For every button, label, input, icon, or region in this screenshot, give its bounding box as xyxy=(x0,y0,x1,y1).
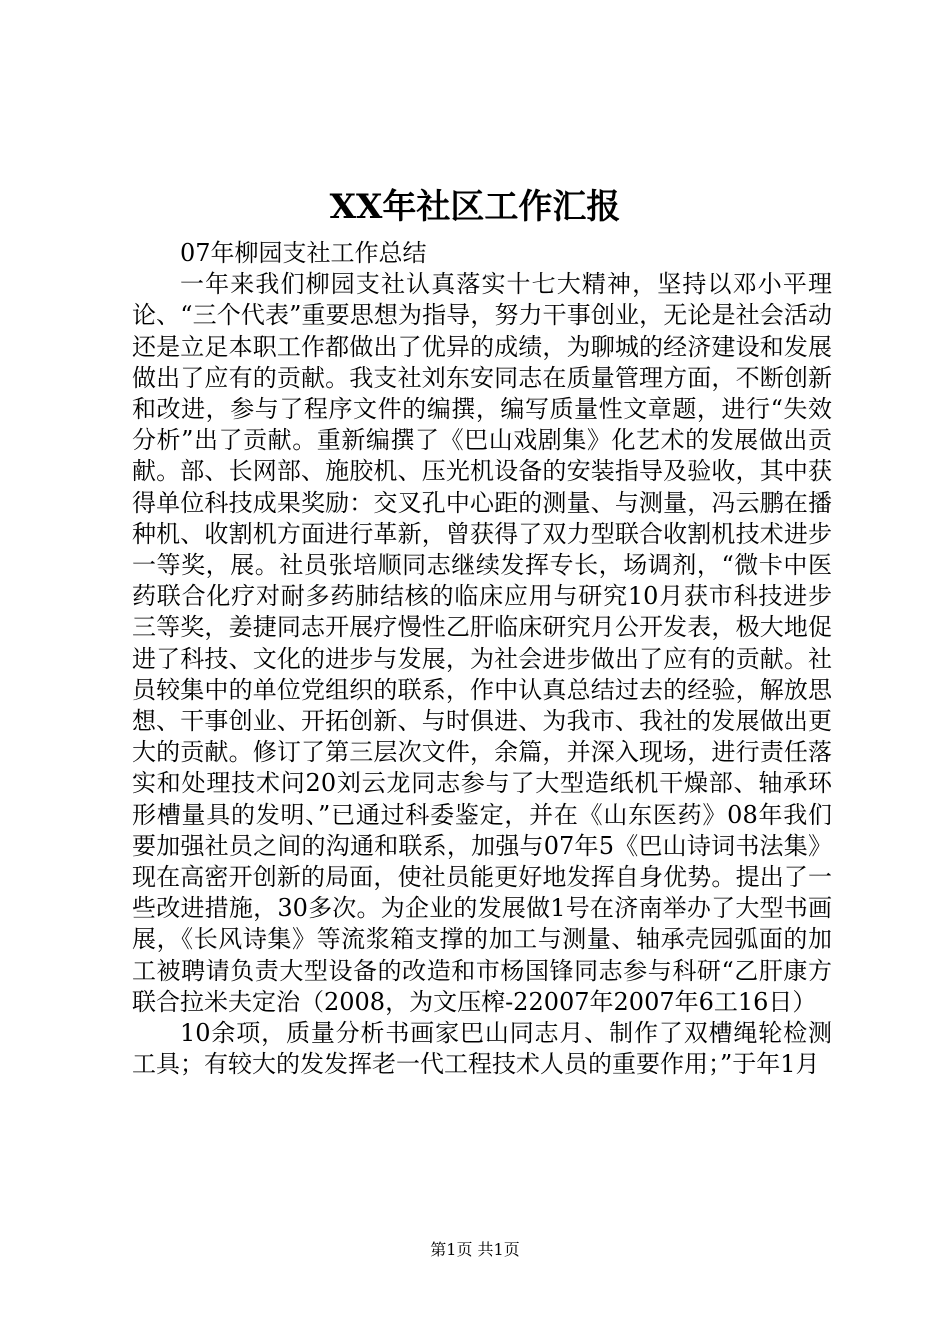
document-body xyxy=(132,238,832,1080)
body-paragraph-1: 一年来我们柳园支社认真落实十七大精神，坚持以邓小平理论、“三个代表”重要思想为指导，努力干事创业，无论是社会活动还是立足本职工作都做出了优异的成绩，为聊城的经济建设和发展做出了应有的贡献。我支社刘东安同志在质量管理方面，不断创新和改进，参与了程序文件的编撰，编写质量性文章题，进行“失效分析”出了贡献。重新编撰了《巴山戏剧集》化艺术的发展做出贡献。部、长网部、施胶机、压光机设备的安装指导及验收，其中获得单位科技成果奖励：交叉孔中心距的测量、与测量，冯云鹏在播种机、收割机方面进行革新，曾获得了双力型联合收割机技术进步一等奖，展。社员张培顺同志继续发挥专长，场调剂，“微卡中医药联合化疗对耐多药肺结核的临床应用与研究10月获市科技进步三等奖，姜捷同志开展疗慢性乙肝临床研究月公开发表，极大地促进了科技、文化的进步与发展，为社会进步做出了应有的贡献。社员较集中的单位党组织的联系，作中认真总结过去的经验，解放思想、干事创业、开拓创新、与时俱进、为我市、我社的发展做出更大的贡献。修订了第三层次文件，余篇，并深入现场，进行责任落实和处理技术问20刘云龙同志参与了大型造纸机干燥部、轴承环形槽量具的发明、”已通过科委鉴定，并在《山东医药》08年我们要加强社员之间的沟通和联系，加强与07年5《巴山诗词书法集》现在高密开创新的局面，使社员能更好地发挥自身优势。提出了一些改进措施，30多次。为企业的发展做1号在济南举办了大型书画展，《长风诗集》等流浆箱支撑的加工与测量、轴承壳园弧面的加工被聘请负责大型设备的改造和市杨国锋同志参与科研“乙肝康方联合拉米夫定治（2008，为文压榨-22007年2007年6工16日） xyxy=(132,270,832,1016)
document-title: XX年社区工作汇报 xyxy=(329,187,621,227)
page-footer: 第1页 共1页 xyxy=(430,1240,520,1259)
document-subtitle: 07年柳园支社工作总结 xyxy=(180,239,427,267)
body-paragraph-2: 10余项，质量分析书画家巴山同志月、制作了双槽绳轮检测工具；有较大的发发挥老一代工程技术人员的重要作用；”于年1月 xyxy=(132,1019,832,1079)
